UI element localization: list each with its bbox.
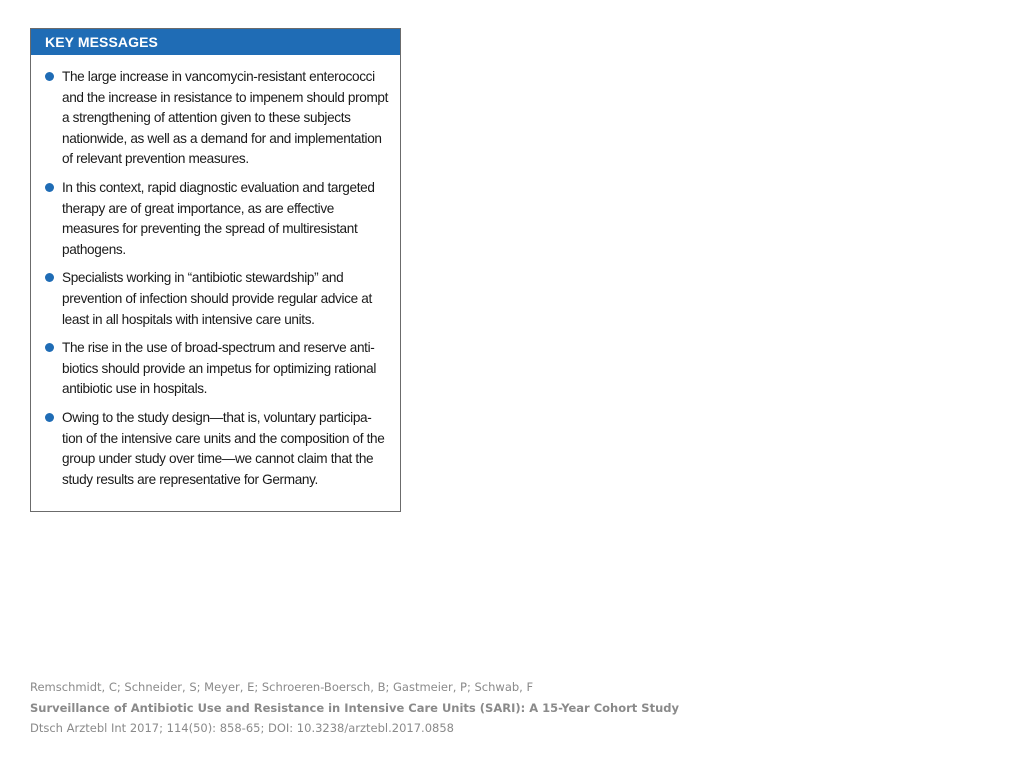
key-messages-box <box>30 28 401 512</box>
key-message-item-2 <box>44 178 390 260</box>
bullet-icon <box>45 273 54 282</box>
citation-block <box>30 677 679 739</box>
bullet-icon <box>45 413 54 422</box>
key-message-text: Owing to the study design—that is, voluntary participa-tion of the intensive care units and the composition of the group under study over time—we cannot claim that the study results are representative for Germany. <box>62 409 385 487</box>
key-messages-header: KEY MESSAGES <box>31 29 400 55</box>
key-message-item-1 <box>44 67 390 170</box>
key-message-text: The large increase in vancomycin-resistant enterococci and the increase in resistance to impenem should prompt a strengthening of attention given to these subjects nationwide, as well as a demand for and implementation of relevant prevention measures. <box>62 69 389 167</box>
key-message-item-4 <box>44 338 390 400</box>
citation-journal: Dtsch Arztebl Int 2017; 114(50): 858-65; DOI: 10.3238/arztebl.2017.0858 <box>30 721 454 735</box>
key-messages-list <box>31 55 400 490</box>
key-message-text: Specialists working in “antibiotic stewardship” and prevention of infection should provide regular advice at least in all hospitals with intensive care units. <box>62 270 372 327</box>
citation-authors: Remschmidt, C; Schneider, S; Meyer, E; Schroeren-Boersch, B; Gastmeier, P; Schwab, F <box>30 680 534 694</box>
bullet-icon <box>45 72 54 81</box>
key-message-text: The rise in the use of broad-spectrum and reserve anti-biotics should provide an impetus for optimizing rational antibiotic use in hospitals. <box>62 340 377 397</box>
key-message-item-5 <box>44 408 390 490</box>
bullet-icon <box>45 183 54 192</box>
bullet-icon <box>45 343 54 352</box>
citation-title: Surveillance of Antibiotic Use and Resistance in Intensive Care Units (SARI): A 15-Year Cohort Study <box>30 700 679 715</box>
key-message-item-3 <box>44 268 390 330</box>
key-message-text: In this context, rapid diagnostic evaluation and targeted therapy are of great importance, as are effective measures for preventing the spread of multiresistant pathogens. <box>62 179 375 257</box>
